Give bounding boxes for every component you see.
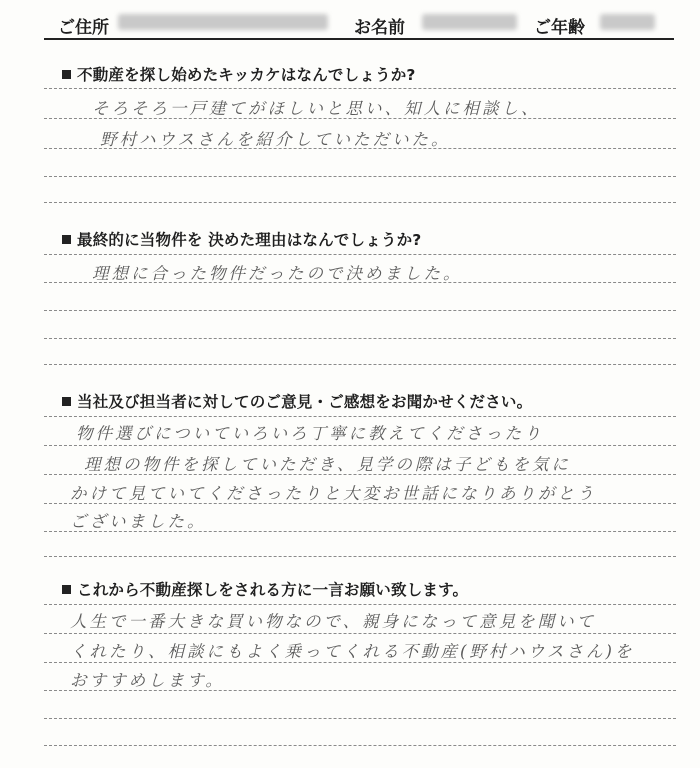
- answer-1-line-2: 野村ハウスさんを紹介していただいた。: [100, 130, 451, 149]
- answer-2-line-1: 理想に合った物件だったので決めました。: [92, 264, 463, 283]
- address-label: ご住所: [58, 18, 109, 38]
- name-redacted: [422, 14, 517, 30]
- ruled-line: [44, 604, 676, 605]
- ruled-line: [44, 556, 676, 557]
- ruled-line: [44, 503, 676, 504]
- question-1: 不動産を探し始めたキッカケはなんでしょうか?: [62, 63, 416, 85]
- ruled-line: [44, 416, 676, 417]
- ruled-line: [44, 718, 676, 719]
- ruled-line: [44, 474, 676, 475]
- answer-1-line-1: そろそろ一戸建てがほしいと思い、知人に相談し、: [92, 99, 541, 118]
- question-4: これから不動産探しをされる方に一言お願い致します。: [62, 578, 468, 600]
- ruled-line: [44, 445, 676, 446]
- ruled-line: [44, 310, 676, 311]
- question-2: 最終的に当物件を 決めた理由はなんでしょうか?: [62, 228, 422, 250]
- ruled-line: [44, 338, 676, 339]
- ruled-line: [44, 88, 676, 89]
- answer-3-line-2: 理想の物件を探していただき、見学の際は子どもを気に: [84, 455, 571, 474]
- question-3: 当社及び担当者に対してのご意見・ご感想をお聞かせください。: [62, 390, 532, 412]
- age-redacted: [600, 14, 655, 30]
- ruled-line: [44, 364, 676, 365]
- ruled-line: [44, 662, 676, 663]
- bullet-icon: [62, 70, 71, 79]
- address-redacted: [118, 14, 328, 30]
- answer-4-line-3: おすすめします。: [70, 671, 225, 690]
- bullet-icon: [62, 235, 71, 244]
- ruled-line: [44, 633, 676, 634]
- age-label: ご年齢: [534, 18, 585, 38]
- ruled-line: [44, 148, 676, 149]
- ruled-line: [44, 254, 676, 255]
- bullet-icon: [62, 397, 71, 406]
- ruled-line: [44, 282, 676, 283]
- ruled-line: [44, 118, 676, 119]
- answer-4-line-2: くれたり、相談にもよく乗ってくれる不動産(野村ハウスさん)を: [70, 642, 635, 661]
- ruled-line: [44, 531, 676, 532]
- bullet-icon: [62, 585, 71, 594]
- answer-3-line-1: 物件選びについていろいろ丁寧に教えてくださったり: [76, 424, 544, 443]
- form-header: [0, 0, 700, 42]
- ruled-line: [44, 745, 676, 746]
- answer-4-line-1: 人生で一番大きな買い物なので、親身になって意見を聞いて: [70, 612, 597, 631]
- name-label: お名前: [354, 18, 405, 38]
- answer-3-line-4: ございました。: [70, 512, 207, 531]
- answer-3-line-3: かけて見ていてくださったりと大変お世話になりありがとう: [70, 484, 597, 503]
- ruled-line: [44, 202, 676, 203]
- header-underline: [44, 38, 674, 40]
- ruled-line: [44, 176, 676, 177]
- ruled-line: [44, 690, 676, 691]
